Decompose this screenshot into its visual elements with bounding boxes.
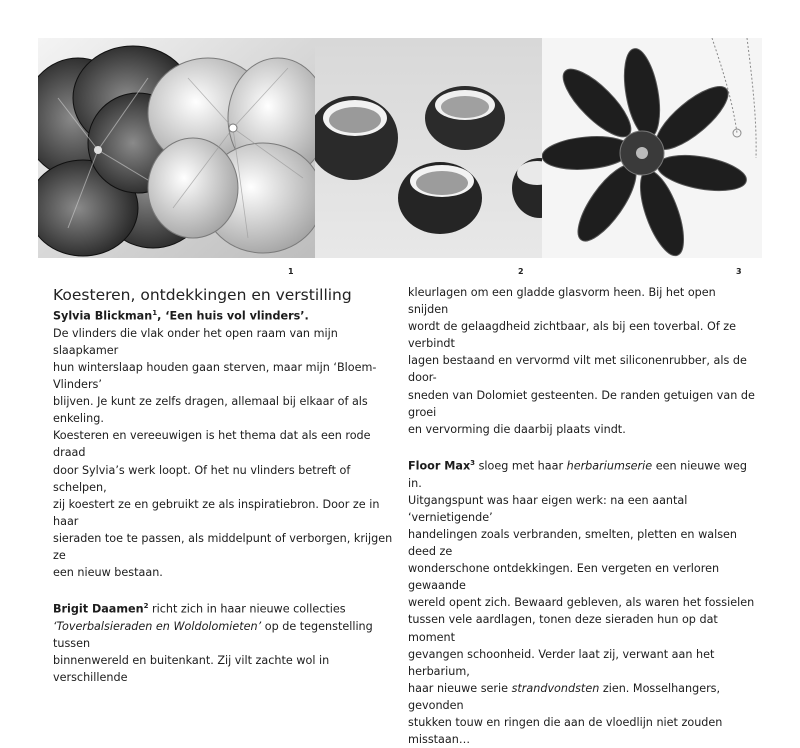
- body-line: blijven. Je kunt ze zelfs dragen, allemaal bij elkaar of als enkeling.: [53, 395, 368, 426]
- felt-ball-2: [425, 86, 505, 150]
- sylvia-intro: [53, 305, 393, 325]
- body-line: gevangen schoonheid. Verder laat zij, verwant aan het herbarium,: [408, 647, 715, 678]
- body-line: en vervorming die daarbij plaats vindt.: [408, 422, 626, 436]
- body-text: haar nieuwe serie: [408, 681, 512, 695]
- photo-felt-balls: [315, 38, 542, 258]
- body-text: zien. Mosselhangers, gevonden: [408, 681, 721, 712]
- right-column: [408, 284, 758, 748]
- body-line: sneden van Dolomiet gesteenten. De randen getuigen van de groei: [408, 388, 755, 419]
- body-text: een nieuwe weg in.: [408, 459, 748, 490]
- series-title: herbariumserie: [566, 459, 653, 473]
- body-line: een nieuw bestaan.: [53, 566, 163, 580]
- body-line: Uitgangspunt was haar eigen werk: na een aantal ‘vernietigende’: [408, 493, 688, 524]
- body-line: Koesteren en vereeuwigen is het thema dat als een rode draad: [53, 429, 371, 460]
- body-line: door Sylvia’s werk loopt. Of het nu vlinders betreft of schelpen,: [53, 463, 351, 494]
- series-title: strandvondsten: [511, 681, 600, 695]
- caption-number-1: 1: [288, 267, 294, 276]
- photo-flower-butterflies: [38, 38, 315, 258]
- body-line: wereld opent zich. Bewaard gebleven, als waren het fossielen: [408, 596, 755, 610]
- body-text: richt zich in haar nieuwe collecties: [148, 602, 346, 616]
- photo-strip: [38, 38, 762, 258]
- body-line: wordt de gelaagdheid zichtbaar, als bij een toverbal. Of ze verbindt: [408, 320, 737, 351]
- caption-number-3: 3: [736, 267, 742, 276]
- body-line: stukken touw en ringen die aan de vloedlijn niet zouden misstaan…: [408, 715, 723, 747]
- body-line: kleurlagen om een gladde glasvorm heen. Bij het open snijden: [408, 286, 716, 317]
- body-line: tussen vele aardlagen, tonen deze sieraden hun op dat moment: [408, 613, 718, 644]
- body-line: handelingen zoals verbranden, smelten, pletten en walsen deed ze: [408, 527, 737, 559]
- footnote-mark: 2: [143, 602, 149, 611]
- body-line: zij koestert ze en gebruikt ze als inspiratiebron. Door ze in haar: [53, 497, 380, 528]
- body-line: binnenwereld en buitenkant. Zij vilt zachte wol in verschillende: [53, 654, 330, 685]
- body-line: [408, 680, 758, 714]
- footnote-mark: 1: [152, 309, 158, 317]
- author-name: Sylvia Blickman: [53, 309, 153, 323]
- floor-intro: [408, 455, 758, 492]
- author-name: Brigit Daamen: [53, 602, 144, 616]
- body-line: lagen bestaand en vervormd vilt met siliconenrubber, als de door-: [408, 354, 747, 385]
- body-line: hun winterslaap houden gaan sterven, maar mijn ‘Bloem-Vlinders’: [53, 361, 377, 392]
- caption-number-2: 2: [518, 267, 524, 276]
- light-flower: [148, 58, 315, 253]
- body-line: [53, 618, 393, 652]
- body-line: wonderschone ontdekkingen. Een vergeten en verloren gewaande: [408, 562, 720, 593]
- page-heading: Koesteren, ontdekkingen en verstilling: [53, 286, 352, 304]
- photo-mussel-pendant: [542, 38, 762, 258]
- author-name: Floor Max: [408, 459, 471, 473]
- collection-title: ‘Toverbalsieraden en Woldolomieten’: [53, 620, 262, 634]
- felt-ball-3: [398, 162, 482, 234]
- body-line: De vlinders die vlak onder het open raam van mijn slaapkamer: [53, 326, 338, 357]
- brigit-intro: [53, 598, 393, 618]
- body-text: op de tegenstelling tussen: [53, 620, 373, 651]
- body-line: sieraden toe te passen, als middelpunt of verborgen, krijgen ze: [53, 531, 393, 563]
- footnote-mark: 3: [470, 458, 476, 467]
- body-text: sloeg met haar: [475, 459, 567, 473]
- left-column: [53, 285, 393, 686]
- work-title: , ‘Een huis vol vlinders’.: [157, 309, 309, 323]
